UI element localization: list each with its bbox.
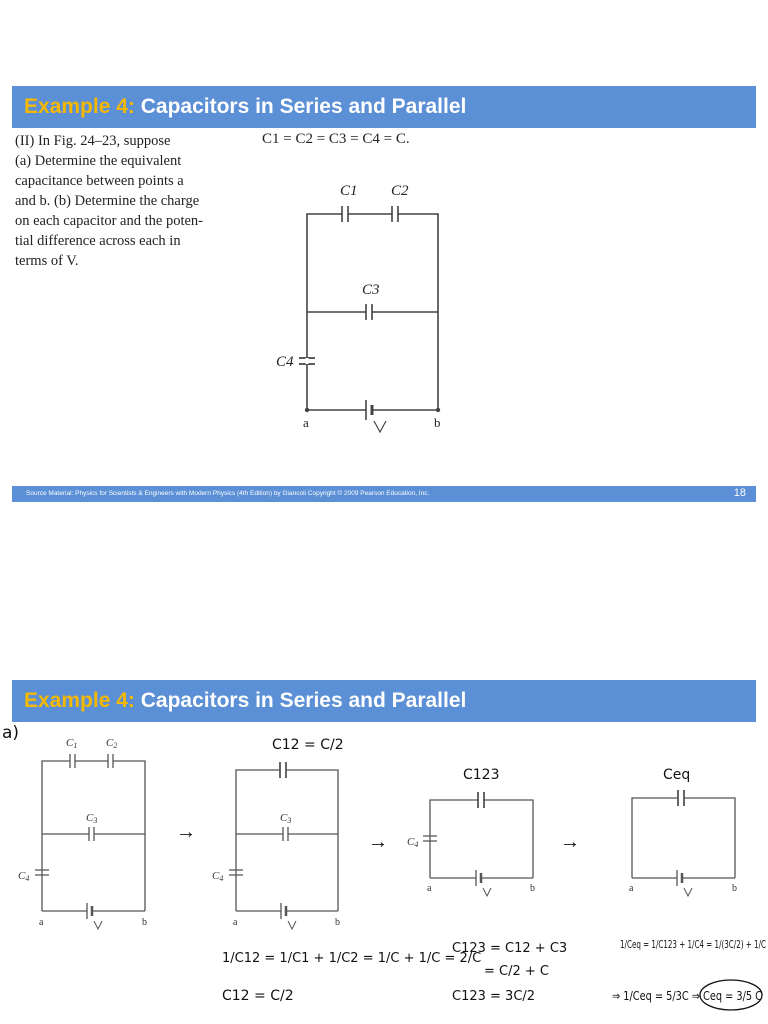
work-ceq-sum: 1/Ceq = 1/C123 + 1/C4 = 1/(3C/2) + 1/C — [620, 938, 767, 951]
circuit-original — [35, 754, 145, 929]
work-c12-fraction: 1/C12 = 1/C1 + 1/C2 = 1/C + 1/C = 2/C — [222, 951, 482, 966]
svg-text:a: a — [39, 917, 44, 928]
arrow-1: → — [176, 821, 196, 843]
slide2-example-label: Example 4: — [24, 689, 135, 712]
label-c123: C123 — [463, 767, 500, 783]
problem-line: on each capacitor and the poten- — [15, 213, 204, 229]
work-c123-result: C123 = 3C/2 — [452, 989, 536, 1004]
problem-line: (a) Determine the equivalent — [15, 153, 182, 169]
svg-text:a: a — [427, 883, 432, 894]
slide1-title: Capacitors in Series and Parallel — [134, 95, 467, 118]
circuit-step2 — [229, 762, 338, 929]
svg-text:b: b — [732, 883, 737, 894]
label-c3: C3 — [362, 282, 380, 298]
svg-text:C4: C4 — [407, 836, 419, 849]
label-a: a — [303, 415, 309, 430]
work-c123-sub: = C/2 + C — [484, 964, 549, 979]
footer-source: Source Material: Physics for Scientists & Engineers with Modern Physics (4th Edition) by Giancoli Copyright © 2009 Pearson Education, Inc. — [26, 490, 430, 497]
work-c12-result: C12 = C/2 — [222, 988, 294, 1004]
page-number: 18 — [733, 487, 746, 499]
slide1-example-label: Example 4: — [24, 95, 135, 118]
label-c1: C1 — [340, 183, 358, 199]
circuit-step3 — [423, 792, 533, 896]
problem-line: capacitance between points a — [15, 173, 184, 189]
label-b: b — [434, 415, 441, 430]
problem-line: terms of V. — [15, 253, 79, 269]
problem-line: tial difference across each in — [15, 233, 181, 249]
arrow-2: → — [368, 831, 388, 853]
svg-text:C4: C4 — [18, 870, 30, 883]
circuit-step4 — [632, 790, 735, 896]
svg-text:a: a — [233, 917, 238, 928]
problem-line: and b. (b) Determine the charge — [15, 193, 200, 209]
slide2-title: Capacitors in Series and Parallel — [134, 689, 467, 712]
label-c2: C2 — [391, 183, 409, 199]
svg-text:C3: C3 — [280, 812, 292, 825]
part-a-label: a) — [2, 723, 20, 743]
label-ceq: Ceq — [663, 767, 691, 783]
label-c12-eq: C12 = C/2 — [272, 737, 344, 753]
work-ceq-result: ⇒ 1/Ceq = 5/3C ⇒ Ceq = 3/5 C — [612, 989, 762, 1003]
svg-text:b: b — [530, 883, 535, 894]
svg-text:C2: C2 — [106, 737, 118, 750]
problem-line: (II) In Fig. 24–23, suppose — [15, 133, 171, 149]
label-c4: C4 — [276, 354, 294, 370]
work-c123-sum: C123 = C12 + C3 — [452, 941, 568, 956]
arrow-3: → — [560, 831, 580, 853]
capacitor-condition: C1 = C2 = C3 = C4 = C. — [262, 131, 410, 147]
svg-text:a: a — [629, 883, 634, 894]
svg-text:C1: C1 — [66, 737, 78, 750]
svg-text:b: b — [142, 917, 147, 928]
svg-text:C4: C4 — [212, 870, 224, 883]
svg-text:b: b — [335, 917, 340, 928]
svg-text:C3: C3 — [86, 812, 98, 825]
